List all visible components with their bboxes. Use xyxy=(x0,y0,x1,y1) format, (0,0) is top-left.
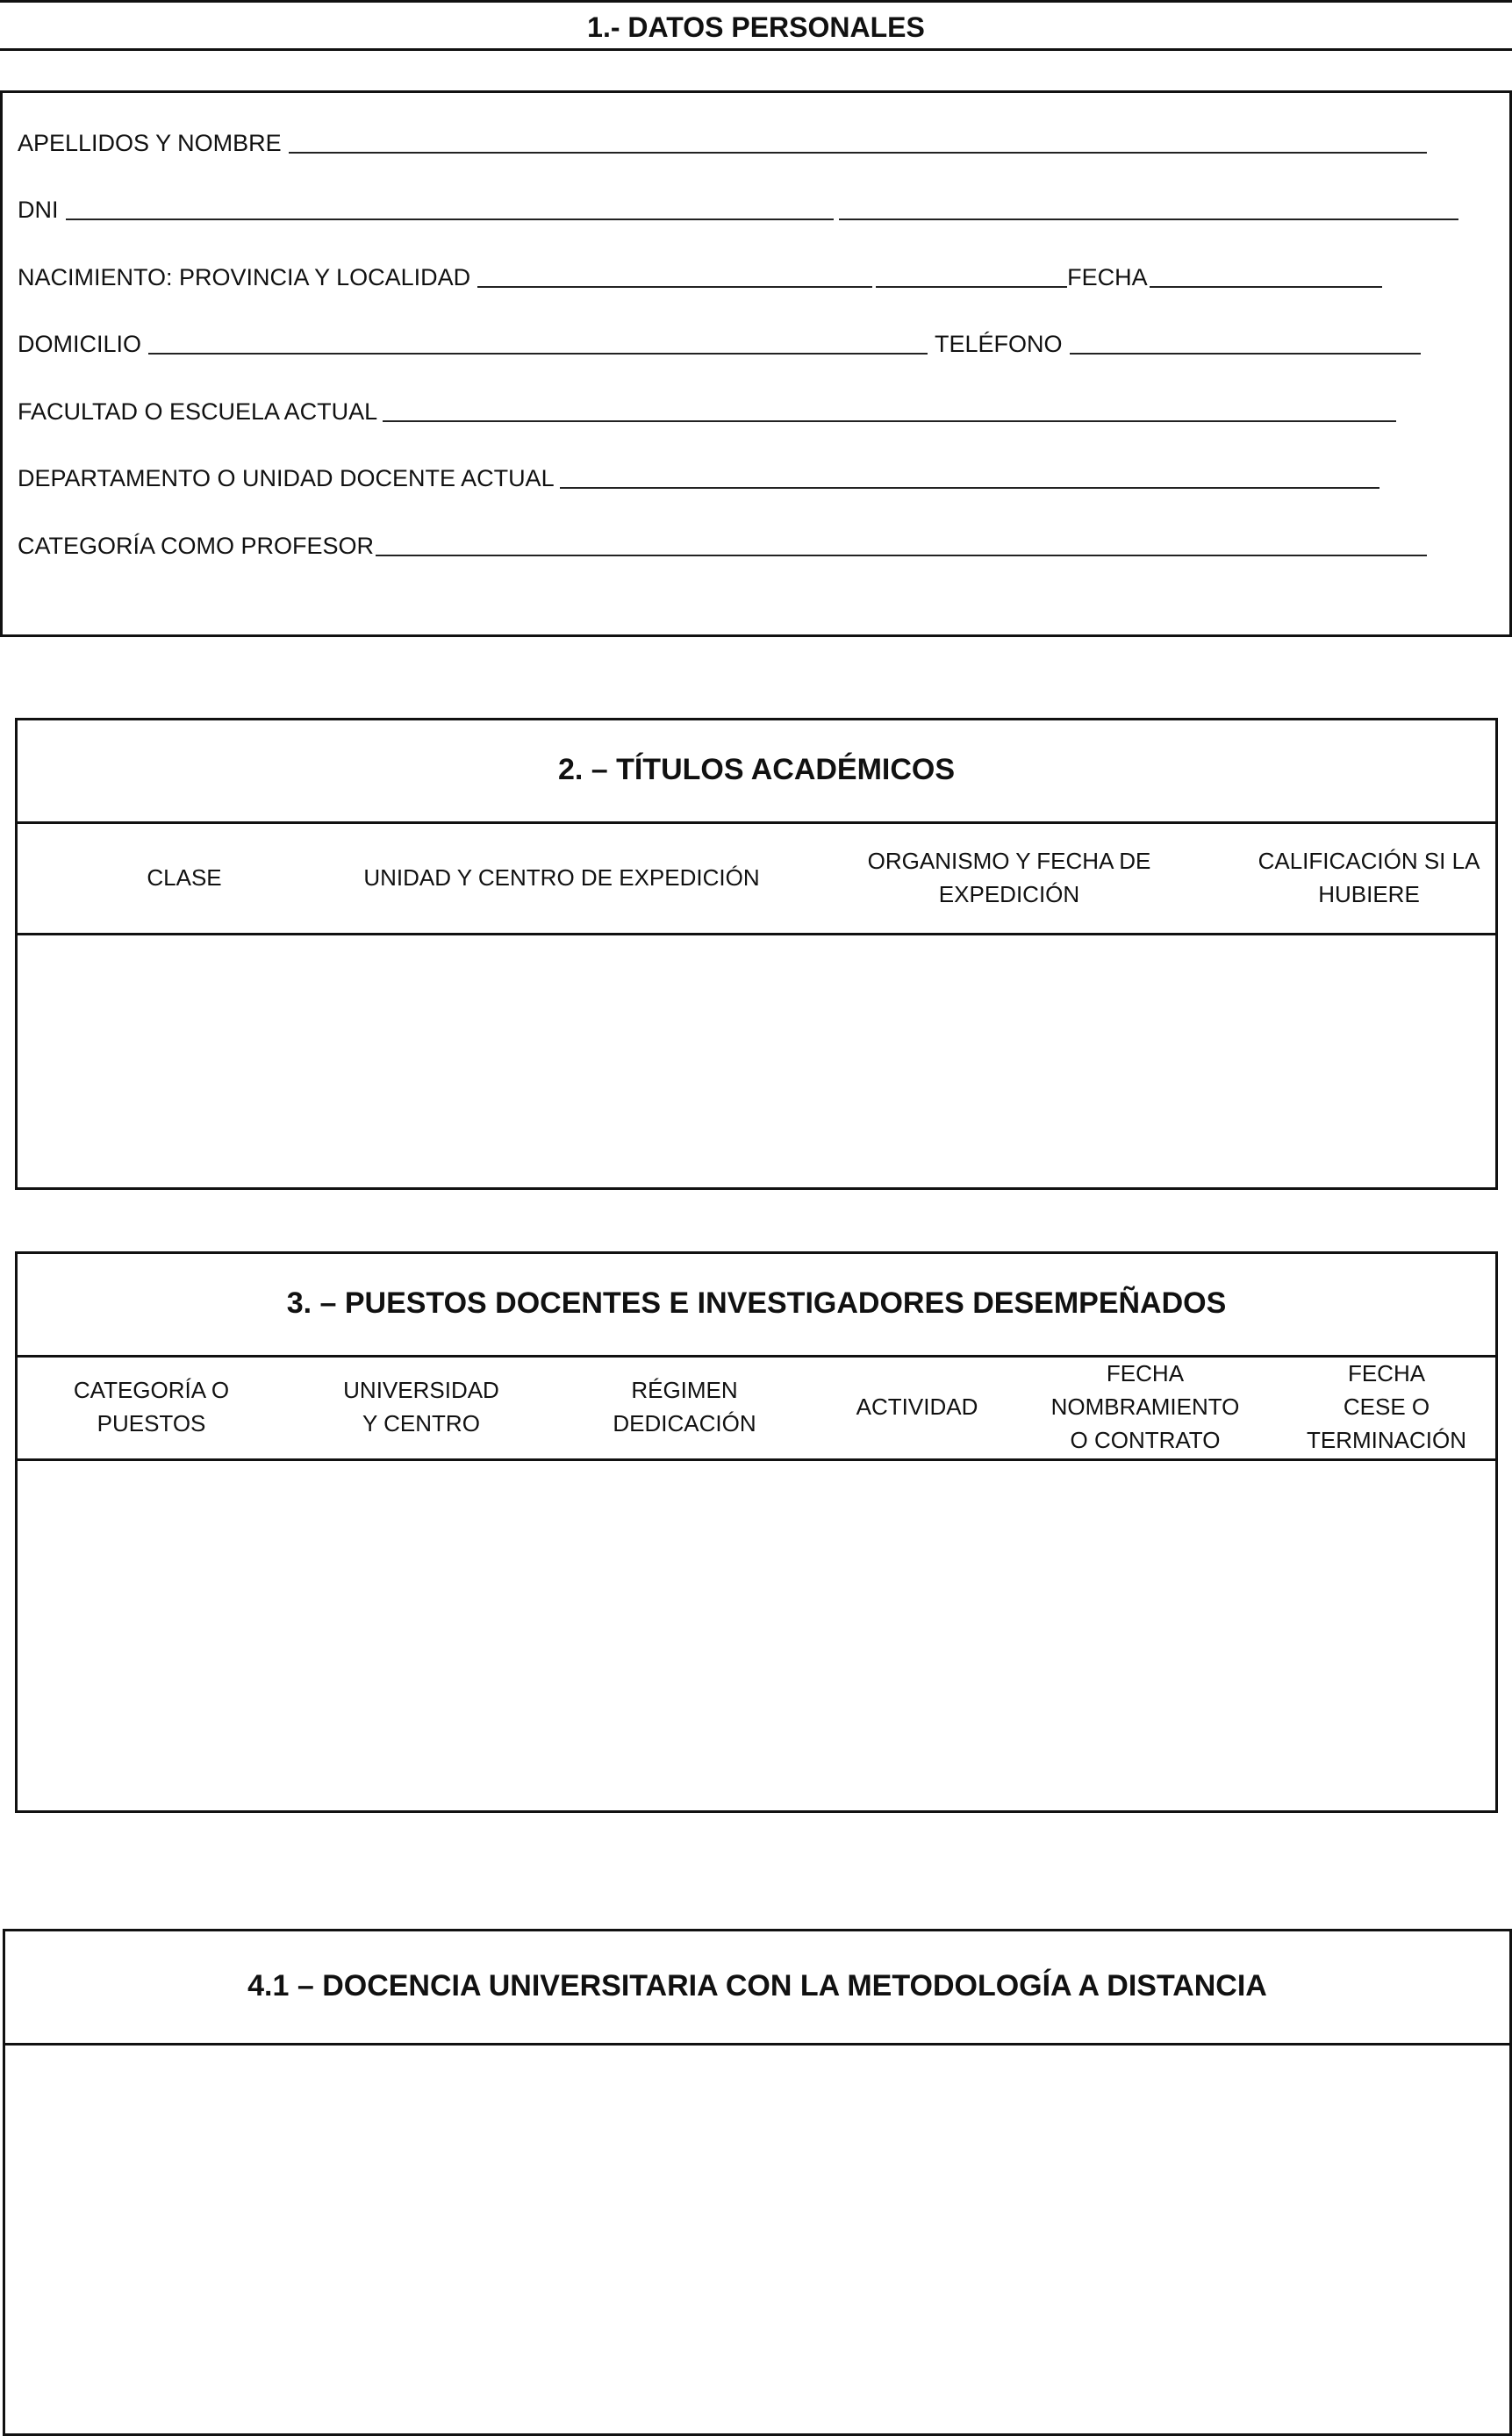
distance-teaching-table xyxy=(3,1929,1512,2436)
nacimiento-field[interactable] xyxy=(477,263,872,288)
departamento-field[interactable] xyxy=(560,464,1379,489)
section-3-title: 3. – PUESTOS DOCENTES E INVESTIGADORES DESEMPEÑADOS xyxy=(18,1254,1495,1358)
nacimiento-field-2[interactable] xyxy=(876,263,1067,288)
telefono-field[interactable] xyxy=(1070,330,1421,355)
academic-titles-header xyxy=(18,821,1495,935)
teaching-positions-header xyxy=(18,1355,1495,1461)
col-clase: CLASE xyxy=(147,863,222,891)
col-fecha-cese: FECHA CESE O TERMINACIÓN xyxy=(1307,1360,1466,1453)
fecha-label: FECHA xyxy=(1067,264,1148,290)
col-regimen: RÉGIMEN DEDICACIÓN xyxy=(613,1377,756,1437)
teaching-positions-table xyxy=(15,1251,1498,1813)
nacimiento-row xyxy=(18,260,1382,295)
departamento-row xyxy=(18,461,1379,496)
categoria-row xyxy=(18,528,1427,563)
apellidos-field[interactable] xyxy=(289,129,1427,154)
col-universidad: UNIVERSIDAD Y CENTRO xyxy=(343,1377,499,1437)
fecha-field[interactable] xyxy=(1150,263,1382,288)
col-organismo-fecha: ORGANISMO Y FECHA DE EXPEDICIÓN xyxy=(867,847,1151,907)
distance-teaching-body[interactable] xyxy=(5,2043,1509,2433)
facultad-row xyxy=(18,394,1396,429)
telefono-label: TELÉFONO xyxy=(935,331,1063,357)
domicilio-label: DOMICILIO xyxy=(18,331,142,357)
categoria-field[interactable] xyxy=(376,532,1427,556)
facultad-field[interactable] xyxy=(383,398,1396,422)
domicilio-row xyxy=(18,326,1421,362)
dni-field[interactable] xyxy=(66,196,834,220)
academic-titles-table xyxy=(15,718,1498,1190)
dni-row xyxy=(18,192,1458,227)
facultad-label: FACULTAD O ESCUELA ACTUAL xyxy=(18,398,378,425)
domicilio-field[interactable] xyxy=(148,330,928,355)
section-4-1-title: 4.1 – DOCENCIA UNIVERSITARIA CON LA METODOLOGÍA A DISTANCIA xyxy=(5,1931,1509,2046)
apellidos-label: APELLIDOS Y NOMBRE xyxy=(18,130,282,156)
section-1-title: 1.- DATOS PERSONALES xyxy=(0,0,1512,51)
dni-extra-field[interactable] xyxy=(839,196,1458,220)
col-fecha-nombramiento: FECHA NOMBRAMIENTO O CONTRATO xyxy=(1050,1360,1240,1453)
col-actividad: ACTIVIDAD xyxy=(856,1394,978,1420)
academic-titles-body[interactable] xyxy=(18,933,1495,1187)
dni-label: DNI xyxy=(18,197,59,223)
teaching-positions-body[interactable] xyxy=(18,1458,1495,1809)
nacimiento-label: NACIMIENTO: PROVINCIA Y LOCALIDAD xyxy=(18,264,471,290)
col-unidad-centro: UNIDAD Y CENTRO DE EXPEDICIÓN xyxy=(363,863,760,891)
departamento-label: DEPARTAMENTO O UNIDAD DOCENTE ACTUAL xyxy=(18,465,555,491)
categoria-label: CATEGORÍA COMO PROFESOR xyxy=(18,533,375,559)
col-calificacion: CALIFICACIÓN SI LA HUBIERE xyxy=(1258,847,1480,907)
section-2-title: 2. – TÍTULOS ACADÉMICOS xyxy=(18,720,1495,824)
col-categoria: CATEGORÍA O PUESTOS xyxy=(73,1377,230,1437)
apellidos-row xyxy=(18,125,1427,161)
